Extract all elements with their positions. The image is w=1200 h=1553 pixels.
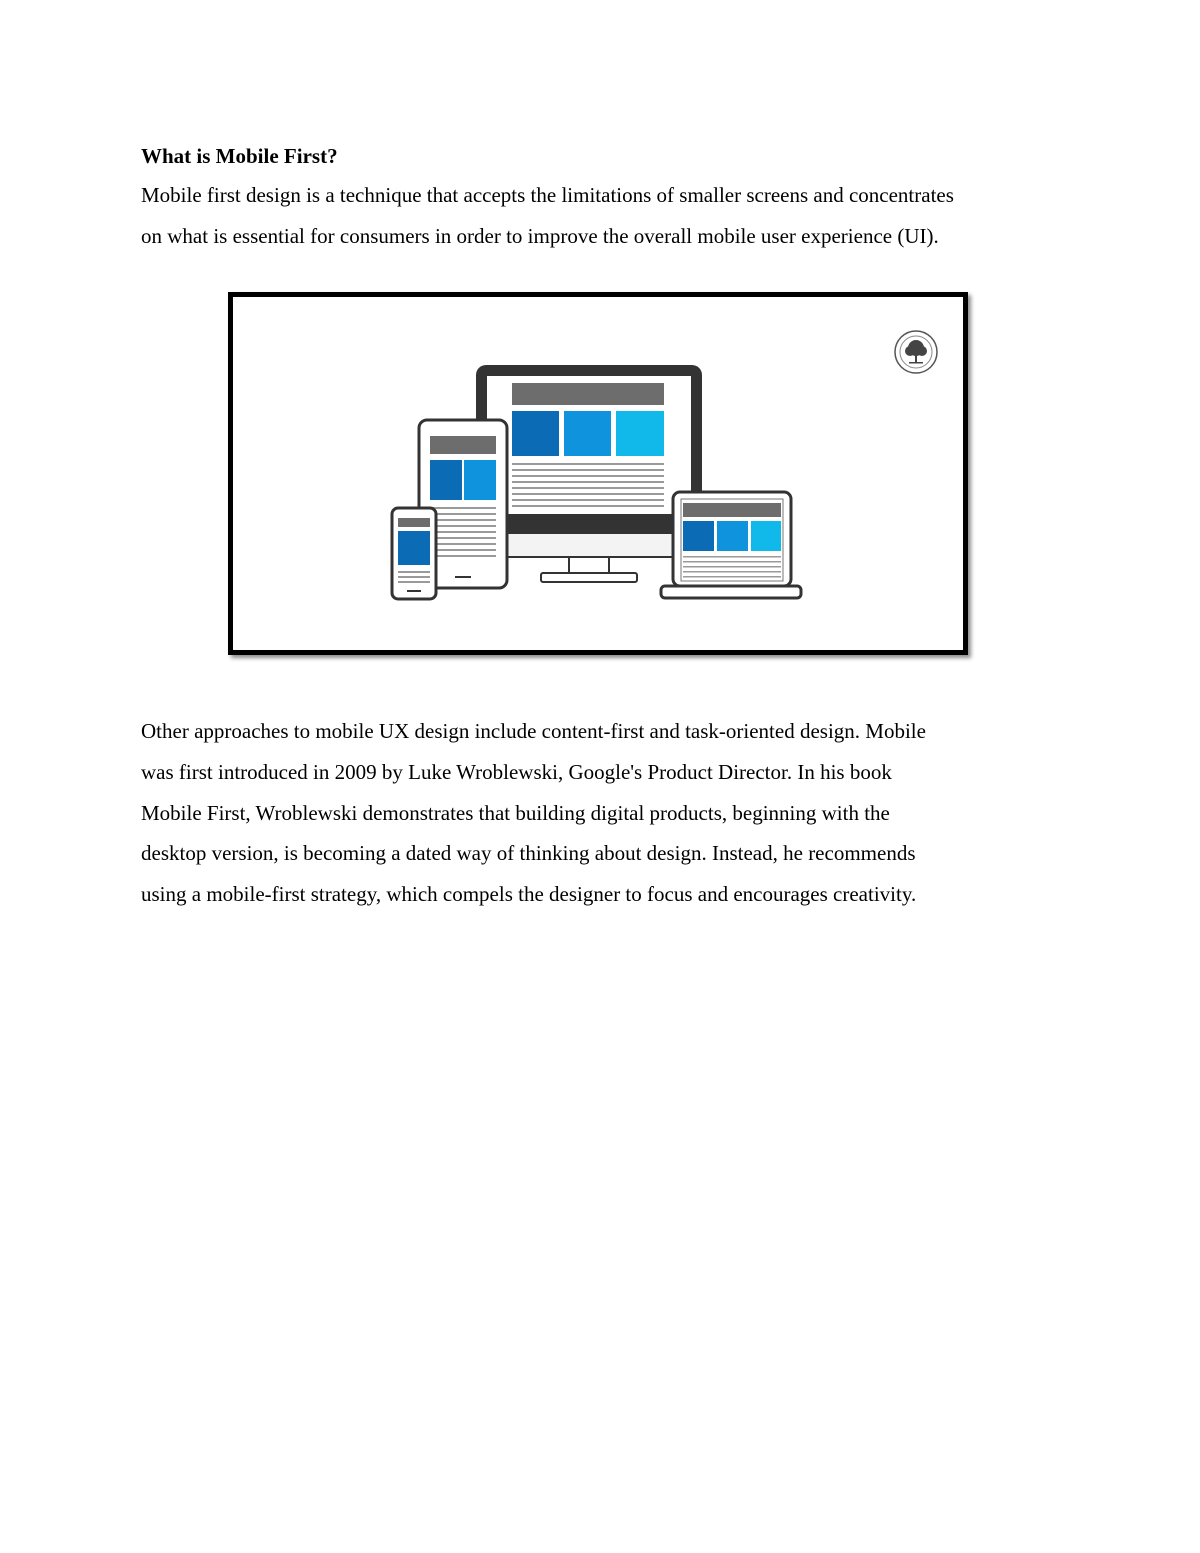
phone-icon [392, 508, 436, 599]
body-line: desktop version, is becoming a dated way of thinking about design. Instead, he recommends [141, 841, 916, 866]
intro-paragraph [141, 175, 954, 257]
section-heading: What is Mobile First? [141, 144, 338, 168]
body-line: was first introduced in 2009 by Luke Wroblewski, Google's Product Director. In his book [141, 759, 892, 784]
body-line: Other approaches to mobile UX design include content-first and task-oriented design. Mobile [141, 719, 926, 743]
body-line: Mobile First, Wroblewski demonstrates that building digital products, beginning with the [141, 800, 890, 825]
body-paragraph [141, 711, 926, 915]
intro-line: on what is essential for consumers in order to improve the overall mobile user experience (UI). [141, 223, 939, 248]
responsive-devices-figure [228, 292, 968, 655]
desktop-monitor-icon [476, 365, 702, 582]
laptop-icon [661, 492, 801, 598]
seal-logo-icon [895, 331, 937, 373]
intro-line: Mobile first design is a technique that accepts the limitations of smaller screens and concentrates [141, 183, 954, 207]
body-line: using a mobile-first strategy, which compels the designer to focus and encourages creativity. [141, 882, 917, 907]
